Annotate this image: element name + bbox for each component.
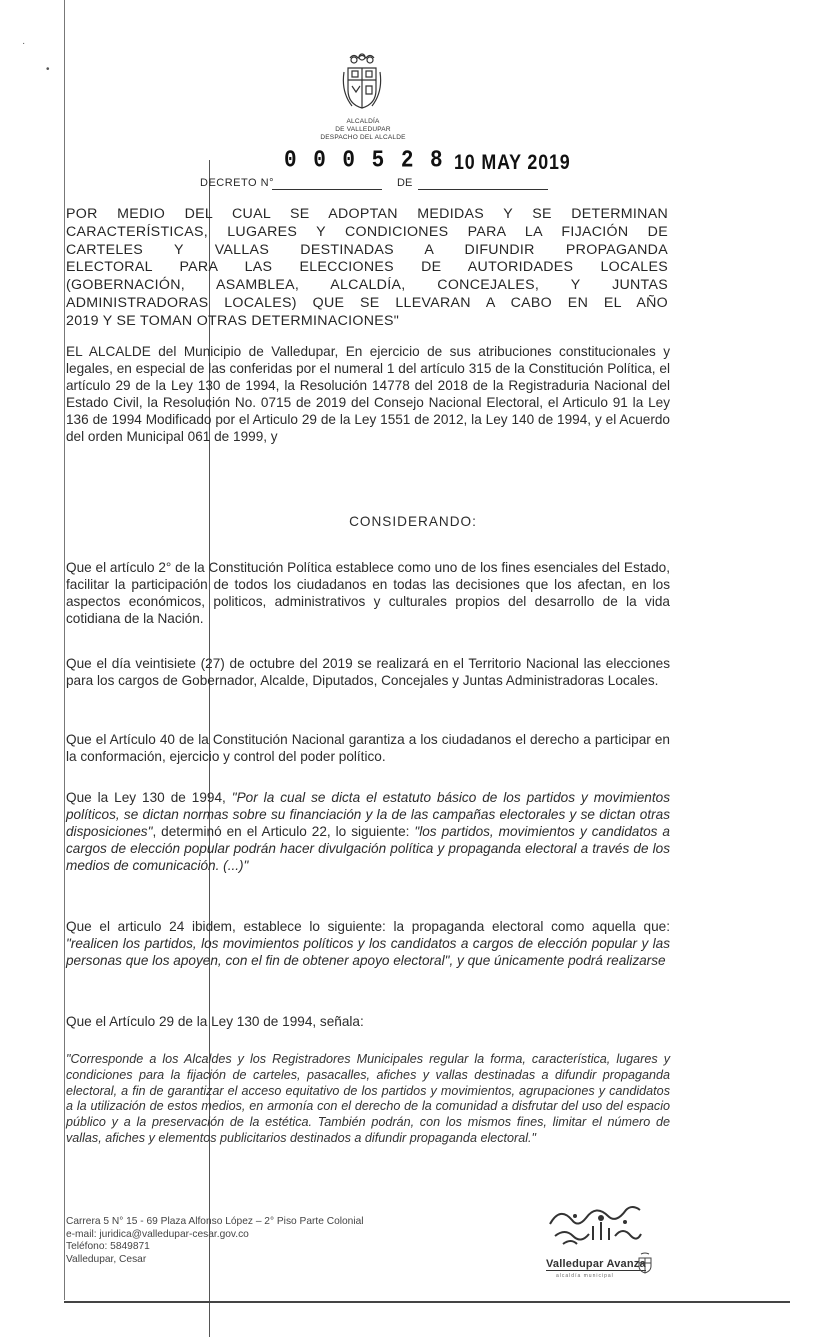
paragraph-text: Que el Artículo 40 de la Constitución Nacional garantiza a los ciudadanos el derecho a participar en la conformación, ejercicio y control del poder político. [66,732,670,764]
date-label: DE [397,177,413,189]
decree-date-stamp: 10 MAY 2019 [454,151,571,174]
article-22-quote: "los partidos, movimientos y candidatos a cargos de elección popular podrán hacer divulgación política y propaganda electoral a través de los medios de comunicación. (...)" [66,824,670,873]
paragraph-article-24 [66,918,670,969]
decree-number-stamp: 0 0 0 5 2 8 [284,148,445,175]
title-line: ADMINISTRADORAS LOCALES) QUE SE LLEVARAN A CABO EN EL AÑO [66,294,668,311]
brand-subtitle: alcaldía municipal [556,1273,614,1279]
decree-number-underline [272,189,382,190]
paragraph-text: Que el articulo 24 ibidem, establece lo siguiente: la propaganda electoral como aquella que: [66,919,670,934]
footer-email: e-mail: juridica@valledupar-cesar.gov.co [66,1228,249,1240]
office-line: ALCALDÍA [346,118,380,125]
scan-speck: • [46,64,50,75]
law-title-quote: "Por la cual se dicta el estatuto básico de los partidos y movimientos políticos, se dictan normas sobre su financiación y la de las campañas electorales y se dictan otras disposiciones" [66,790,670,839]
title-line: CARTELES Y VALLAS DESTINADAS A DIFUNDIR PROPAGANDA [66,241,668,258]
footer-city: Valledupar, Cesar [66,1253,147,1265]
paragraph-article-2: Que el artículo 2° de la Constitución Política establece como uno de los fines esenciales del Estado, facilitar la participación de todos los ciudadanos en todas las decisiones que los afectan, en los aspectos económicos, politicos, administrativos y culturales propios del desarrollo de la vida cotidiana de la Nación. [66,560,670,626]
article-24-quote: "realicen los partidos, los movimientos políticos y los candidatos a cargos de elección popular y las personas que los apoyen, con el fin de obtener apoyo electoral", y que únicamente podrá realizarse [66,936,670,968]
municipal-seal-icon [636,1252,654,1274]
title-line: POR MEDIO DEL CUAL SE ADOPTAN MEDIDAS Y SE DETERMINAN [66,206,668,222]
paragraph-ley-130 [66,789,670,874]
office-line: DESPACHO DEL ALCALDE [320,134,406,141]
decree-label: DECRETO N° [200,177,274,189]
preamble-paragraph: EL ALCALDE del Municipio de Valledupar, En ejercicio de sus atribuciones constitucionales y legales, en especial de las conferidas por el numeral 1 del artículo 315 de la Constitución Política, el artículo 29 de la Ley 130 de 1994, la Resolución 14778 del 2018 de la Registraduria Nacional del Estado Civil, la Resolución No. 0715 de 2019 del Consejo Nacional Electoral, el Articulo 91 la Ley 136 de 1994 Modificado por el Articulo 29 de la Ley 1551 de 2012, la Ley 140 de 1994, y el Acuerdo del orden Municipal 061 de 1999, y [66,344,670,444]
decree-date-underline [418,189,548,190]
brand-name: Valledupar Avanza [546,1258,646,1270]
scan-bottom-edge [64,1301,790,1303]
valledupar-avanza-logo-icon [545,1196,645,1256]
paragraph-elections-date: Que el día veintisiete (27) de octubre del 2019 se realizará en el Territorio Nacional las elecciones para los cargos de Gobernador, Alcalde, Diputados, Concejales y Juntas Administradoras Locales. [66,656,670,688]
decree-title [66,206,668,331]
issuing-office-header [290,118,436,142]
title-line: 2019 Y SE TOMAN OTRAS DETERMINACIONES" [66,312,400,329]
title-line: (GOBERNACIÓN, ASAMBLEA, ALCALDÍA, CONCEJALES, Y JUNTAS [66,277,668,294]
scan-speck: · [22,38,26,49]
coat-of-arms-emblem [340,52,384,116]
article-29-quote: "Corresponde a los Alcaldes y los Registradores Municipales regular la forma, característica, lugares y condiciones para la fijación de carteles, pasacalles, afiches y vallas destinadas a difundir propaganda electoral, a fin de garantizar el acceso equitativo de los partidos y movimientos, agrupaciones y candidatos a la utilización de estos medios, en armonía con el derecho de la comunidad a disfrutar del uso del espacio público y a la preservación de la estética. También podrán, con los mismos fines, limitar el número de vallas, afiches y elementos publicitarios destinados a difundir propaganda electoral." [66,1052,670,1145]
footer-contact [66,1216,364,1266]
title-line: ELECTORAL PARA LAS ELECCIONES DE AUTORIDADES LOCALES [66,259,668,276]
decree-number-row [0,148,826,192]
footer-address: Carrera 5 N° 15 - 69 Plaza Alfonso López – 2° Piso Parte Colonial [66,1216,364,1227]
paragraph-article-40 [66,731,670,765]
paragraph-article-29: Que el Artículo 29 de la Ley 130 de 1994, señala: [66,1014,364,1029]
paragraph-text: Que la Ley 130 de 1994, [66,790,232,805]
paragraph-text: , determinó en el Articulo 22, lo siguiente: [152,824,415,839]
office-line: DE VALLEDUPAR [335,126,391,133]
considerando-heading: CONSIDERANDO: [349,514,477,529]
footer-phone: Teléfono: 5849871 [66,1241,150,1252]
title-line: CARACTERÍSTICAS, LUGARES Y CONDICIONES PARA LA FIJACIÓN DE [66,223,668,240]
scan-left-edge [64,0,65,1300]
